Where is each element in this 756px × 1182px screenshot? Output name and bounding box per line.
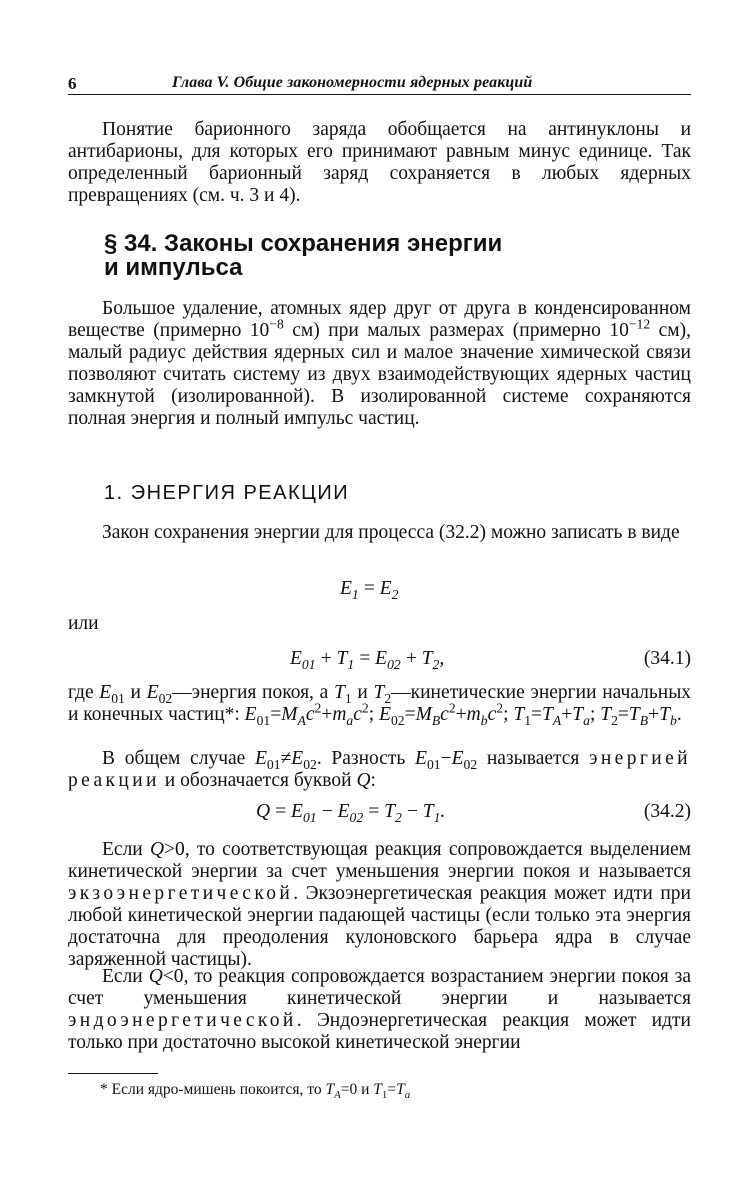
general-text-3: называется <box>486 748 580 769</box>
where-text-1: где <box>68 682 94 703</box>
equation-number-34-2: (34.2) <box>643 801 691 822</box>
equation-e1-e2: $E_1 = E_2$ <box>340 578 399 602</box>
general-paragraph: В общем случае $E_{01}\ne E_{02}$. Разность $E_{01}-E_{02}$ называется энергией реакции и обозначается буквой Q: <box>68 748 692 791</box>
general-text-1: В общем случае <box>102 748 246 769</box>
endo-text-3: . Эндоэнергетическая реакция может идти только при достаточно высокой кинетической энергии <box>68 1010 691 1053</box>
page-number: 6 <box>68 74 77 93</box>
general-text-2: . Разность <box>316 748 406 769</box>
footnote: * Если ядро-мишень покоится, то $T_A=0$ и $T_1=T_a$ <box>100 1081 411 1102</box>
exo-text-1: Если <box>102 839 143 860</box>
section-paragraph <box>68 298 691 430</box>
where-text-5: —кинетические энергии начальных и конечных частиц*: <box>68 682 692 725</box>
endo-text-2: , то реакция сопровождается возрастанием энергии покоя за счет уменьшения кинетической энергии и называется <box>68 966 692 1009</box>
section-para-mid: см) при малых размерах (примерно 10 <box>283 320 629 341</box>
exponent-2: −12 <box>628 316 651 332</box>
endo-paragraph: Если Q<0, то реакция сопровождается возрастанием энергии покоя за счет уменьшения кинетической энергии и называется эндоэнергетической. Эндоэнергетическая реакция может идти только при достаточно высокой кинетической энергии <box>68 966 692 1053</box>
where-text-2: и <box>130 682 141 703</box>
or-word: или <box>68 613 99 634</box>
reaction-energy-term: энергией реакции <box>68 748 692 791</box>
footnote-rule <box>68 1073 158 1074</box>
footnote-text-2: и <box>361 1081 370 1098</box>
endo-term: эндоэнергетической <box>68 1010 297 1031</box>
equation-number-34-1: (34.1) <box>643 648 691 669</box>
exo-term: экзоэнергетической <box>68 883 294 904</box>
subsection-heading: 1. ЭНЕРГИЯ РЕАКЦИИ <box>104 482 350 504</box>
section-heading-line2: и импульса <box>104 254 243 281</box>
subsection-intro: Закон сохранения энергии для процесса (32.2) можно записать в виде <box>102 522 680 543</box>
section-para-end: см), малый радиус действия ядерных сил и малое значение химической связи позволяют считать систему из двух взаимодействующих ядерных частиц замкнутой (изолированной). В изолированной системе сохраняются полная энергия и полный импульс частиц. <box>68 320 691 429</box>
exponent-1: −8 <box>269 316 284 332</box>
footnote-text-1: * Если ядро-мишень покоится, то <box>100 1081 322 1098</box>
exo-text-2: , то соответствующая реакция сопровождается выделением кинетической энергии за счет уменьшения энергии покоя и называется <box>68 839 691 882</box>
where-text-4: и <box>357 682 368 703</box>
section-heading <box>104 232 664 280</box>
exo-text-3: . Экзоэнергетическая реакция может идти при любой кинетической энергии падающей частицы (если только эта энергия достаточна для преодоления кулоновского барьера ядра в случае заряженной частицы). <box>68 883 691 970</box>
equation-34-1: $E_{01} + T_1 = E_{02} + T_2$, <box>290 648 445 672</box>
intro-paragraph: Понятие барионного заряда обобщается на антинуклоны и антибарионы, для которых его принимают равным минус единице. Так определенный барионный заряд сохраняется в любых ядерных превращениях (см. ч. 3 и 4). <box>68 119 691 206</box>
section-heading-line1: § 34. Законы сохранения энергии <box>104 230 503 257</box>
exo-paragraph: Если Q>0, то соответствующая реакция сопровождается выделением кинетической энергии за счет уменьшения энергии покоя и называется экзоэнергетической. Экзоэнергетическая реакция может идти при любой кинетической энергии падающей частицы (если только эта энергия достаточна для преодоления кулоновского барьера ядра в случае заряженной частицы). <box>68 839 691 970</box>
page-header <box>68 72 691 95</box>
where-paragraph: где $E_{01}$ и $E_{02}—энергия$ покоя, а $T_1$ и $T_2—кинетические$ энергии начальных и конечных частиц*: $E_{01}=M_Ac^2+m_ac^2$; $E_{02}=M_Bc^2+m_bc^2$; $T_1=T_A+T_a$; $T_2=T_B+T_b$. <box>68 682 692 728</box>
endo-text-1: Если <box>102 966 143 987</box>
running-title: Глава V. Общие закономерности ядерных реакций <box>172 74 533 91</box>
general-text-4: и обозначается буквой <box>164 770 352 791</box>
where-text-3: —энергия покоя, а <box>172 682 329 703</box>
section-para-start: Большое удаление, атомных ядер друг от друга в конденсированном веществе (примерно 10 <box>68 298 691 341</box>
equation-34-2: $Q = E_{01} - E_{02} = T_2 - T_1$. <box>256 801 446 825</box>
